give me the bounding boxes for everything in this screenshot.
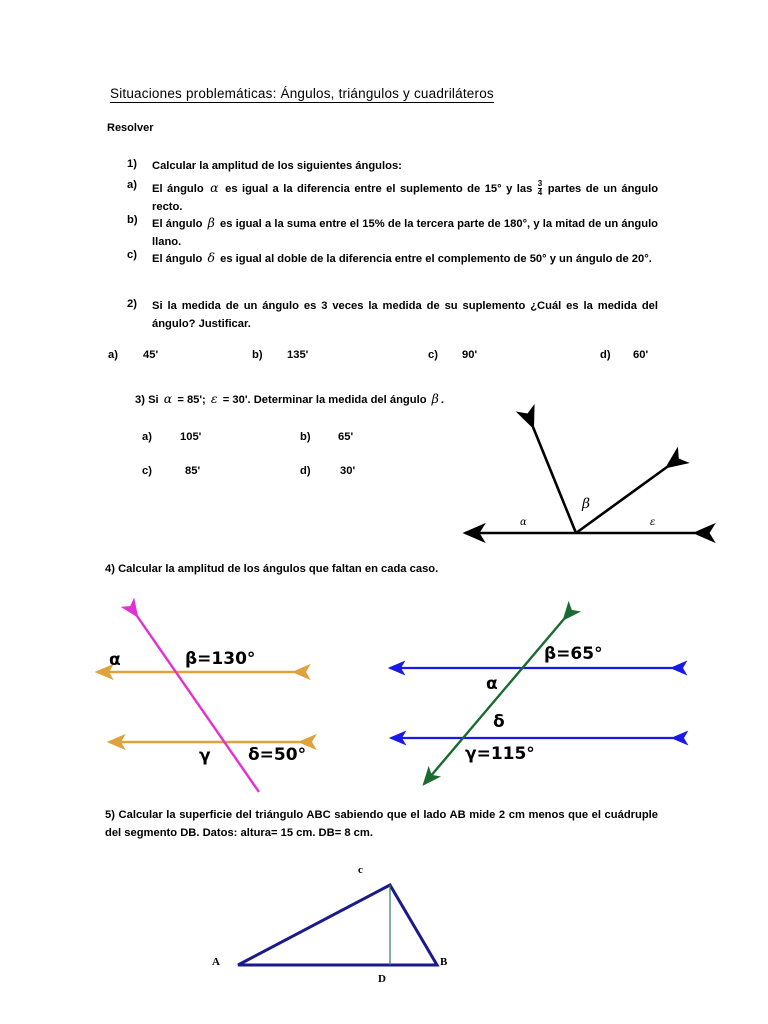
q1-item-c-label: c) <box>127 249 137 261</box>
q3-option-b-value[interactable]: 65' <box>338 431 354 443</box>
page-title: Situaciones problemáticas: Ángulos, triángulos y cuadriláteros <box>110 86 494 101</box>
q2-option-b-label: b) <box>252 349 263 361</box>
q4-right-alpha-label: α <box>486 674 498 694</box>
q5-vertex-b-label: B <box>440 956 448 968</box>
q1a-part3: partes de un ángulo recto. <box>152 183 659 213</box>
q1-item-b-label: b) <box>127 214 138 226</box>
q1-item-a-text <box>152 179 658 216</box>
q4-text <box>105 561 665 579</box>
q1-item-b-text <box>152 214 658 251</box>
q1-number: 1) <box>127 158 137 170</box>
q3-beta-label: β <box>582 496 591 512</box>
q3-option-d-label: d) <box>300 465 311 477</box>
q1b-part1: El ángulo <box>152 218 203 230</box>
q4-left-gamma-label: γ <box>199 746 211 766</box>
q4-number: 4) <box>105 563 115 575</box>
q3-text-d: . <box>440 394 444 406</box>
q4-right-figure <box>382 608 682 793</box>
q3-epsilon-label: ε <box>650 517 656 528</box>
q2-option-c-label: c) <box>428 349 438 361</box>
q5-triangle-svg <box>200 845 460 990</box>
q1b-part2: es igual a la suma entre el 15% de la tercera parte de 180°, y la mitad de un ángulo llano. <box>152 218 659 248</box>
q1a-alpha-symbol: α <box>210 180 219 195</box>
q1a-fraction <box>537 180 543 197</box>
q1b-beta-symbol: β <box>207 215 215 230</box>
q3-option-d-value[interactable]: 30' <box>340 465 356 477</box>
q3-text-a: Si <box>148 394 159 406</box>
q4-right-beta-label: β=65° <box>544 644 603 664</box>
q4-right-gamma-label: γ=115° <box>465 744 535 764</box>
q5-text <box>105 807 658 842</box>
q4-left-figure <box>88 608 388 793</box>
q4-left-alpha-label: α <box>109 650 121 670</box>
q2-option-d-label: d) <box>600 349 611 361</box>
q5-vertex-a-label: A <box>212 956 220 968</box>
q3-beta-symbol: β <box>431 391 439 406</box>
q1c-delta-symbol: δ <box>207 250 215 265</box>
q3-option-a-label: a) <box>142 431 152 443</box>
q1c-part1: El ángulo <box>152 253 203 265</box>
q1c-part2: es igual al doble de la diferencia entre el complemento de 50° y un ángulo de 20°. <box>220 253 652 265</box>
q4-right-delta-label: δ <box>493 712 505 732</box>
q3-option-b-label: b) <box>300 431 311 443</box>
q3-ray-left <box>533 427 576 533</box>
q1-item-a-label: a) <box>127 179 137 191</box>
q4-left-beta-label: β=130° <box>185 649 256 669</box>
q3-epsilon-symbol: ε <box>210 391 218 406</box>
q3-option-c-label: c) <box>142 465 152 477</box>
q5-vertex-c-label: c <box>358 864 363 876</box>
q3-text-b: = 85'; <box>177 394 206 406</box>
q4-left-transversal <box>137 616 259 792</box>
q2-option-a-label: a) <box>108 349 118 361</box>
q5-vertex-d-label: D <box>378 973 386 985</box>
q1a-part1: El ángulo <box>152 183 204 195</box>
q3-number: 3) <box>135 394 145 406</box>
q3-alpha-symbol: α <box>163 391 173 406</box>
q2-option-b-value[interactable]: 135' <box>287 349 309 361</box>
q3-angle-figure <box>445 405 710 550</box>
q5-triangle-outline <box>238 885 437 965</box>
q1-item-c-text <box>152 249 658 269</box>
q3-text-c: = 30'. Determinar la medida del ángulo <box>222 394 427 406</box>
q4-right-svg <box>382 608 682 793</box>
q5-text-body: Calcular la superficie del triángulo ABC sabiendo que el lado AB mide 2 cm menos que el cuádruple del segmento DB. Datos: altura= 15 cm. DB= 8 cm. <box>105 809 659 839</box>
q2-number: 2) <box>127 298 137 310</box>
q3-option-c-value[interactable]: 85' <box>185 465 201 477</box>
q1a-part2: es igual a la diferencia entre el suplemento de 15° y las <box>225 183 533 195</box>
q5-triangle-figure <box>200 845 460 990</box>
q3-angle-svg <box>445 405 710 550</box>
q3-alpha-label: α <box>520 517 527 528</box>
q2-option-a-value[interactable]: 45' <box>143 349 159 361</box>
q2-option-d-value[interactable]: 60' <box>633 349 649 361</box>
q3-option-a-value[interactable]: 105' <box>180 431 202 443</box>
q4-left-svg <box>88 608 388 793</box>
q1a-fraction-denominator: 4 <box>537 187 543 197</box>
q5-number: 5) <box>105 809 115 821</box>
q2-option-c-value[interactable]: 90' <box>462 349 478 361</box>
q1-stem: Calcular la amplitud de los siguientes ángulos: <box>152 160 402 172</box>
q1a-fraction-numerator: 3 <box>537 178 543 188</box>
section-heading-resolver: Resolver <box>107 122 154 134</box>
q4-text-body: Calcular la amplitud de los ángulos que faltan en cada caso. <box>118 563 439 575</box>
q2-text: Si la medida de un ángulo es 3 veces la medida de su suplemento ¿Cuál es la medida del ángulo? Justificar. <box>152 300 658 330</box>
q4-left-delta-label: δ=50° <box>248 745 307 765</box>
